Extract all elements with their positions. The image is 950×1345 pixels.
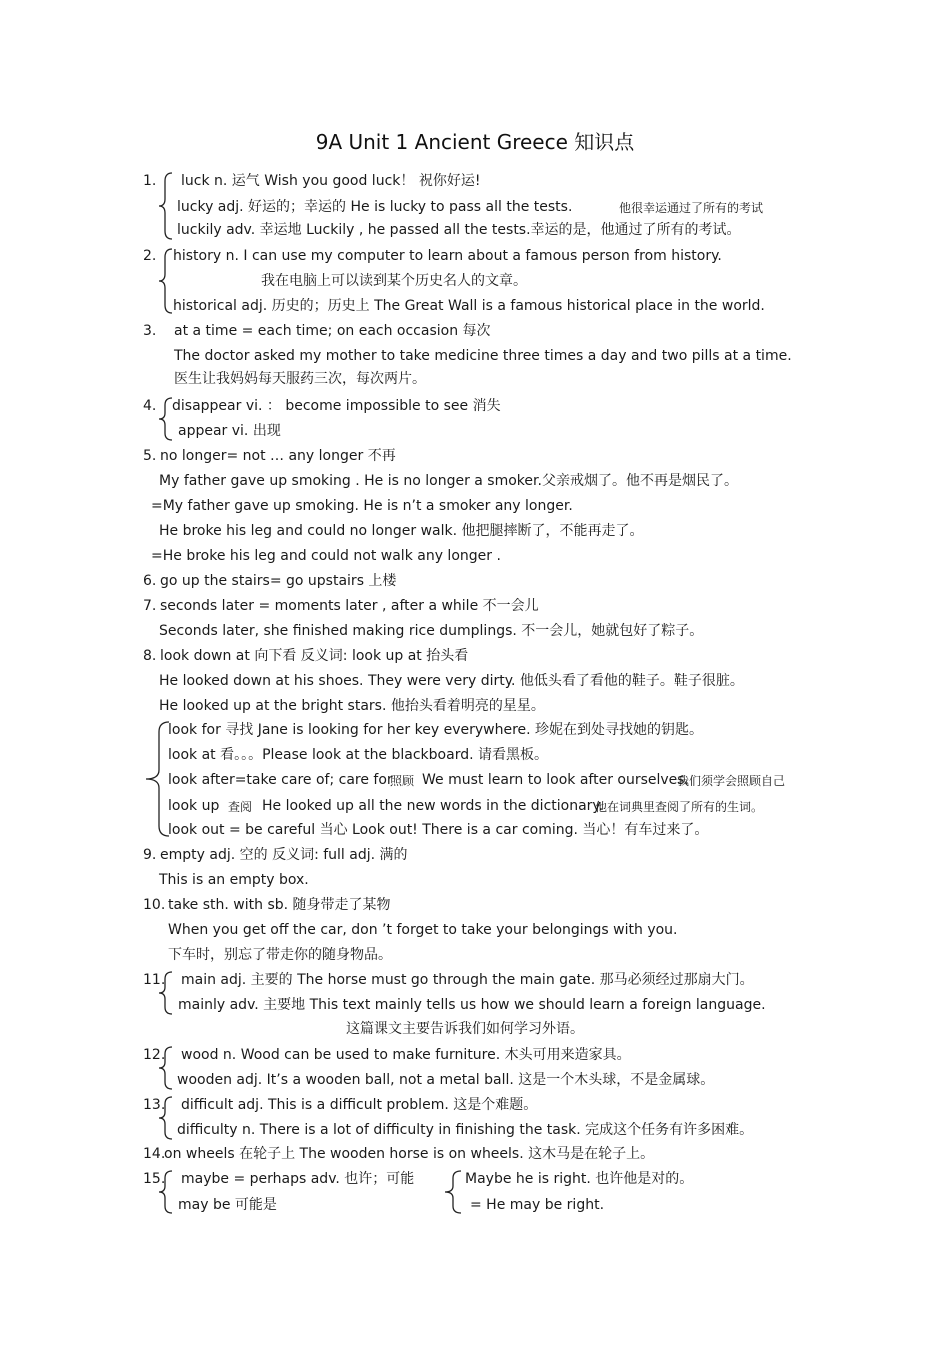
brace-icon [443, 1169, 463, 1215]
item-number: 14. [143, 1146, 166, 1162]
item-number: 1. [143, 173, 157, 189]
item15-line-example-alt: = He may be right. [470, 1197, 605, 1213]
item11-line-translation: 这篇课文主要告诉我们如何学习外语。 [346, 1021, 584, 1037]
item12-line-wood: wood n. Wood can be used to make furniture. 木头可用来造家具。 [181, 1047, 631, 1063]
brace-icon [158, 247, 174, 315]
item11-line-main: main adj. 主要的 The horse must go through the main gate. 那马必须经过那扇大门。 [181, 972, 754, 988]
item-number: 7. [143, 598, 157, 614]
item-number: 2. [143, 248, 157, 264]
item2-line-history: history n. I can use my computer to learn about a famous person from history. [173, 248, 722, 264]
item9-line-def: empty adj. 空的 反义词: full adj. 满的 [160, 847, 408, 863]
item8-line-look-for: look for 寻找 Jane is looking for her key everywhere. 珍妮在到处寻找她的钥匙。 [168, 722, 704, 738]
item6-line: go up the stairs= go upstairs 上楼 [160, 573, 397, 589]
brace-icon [158, 1169, 174, 1215]
item1-line-lucky-cn: 他很幸运通过了所有的考试 [619, 201, 764, 215]
item8-line-ex2: He looked up at the bright stars. 他抬头看着明亮的星星。 [159, 698, 545, 714]
item5-line-ex1: My father gave up smoking . He is no longer a smoker.父亲戒烟了。他不再是烟民了。 [159, 473, 738, 489]
item4-line-appear: appear vi. 出现 [178, 423, 281, 439]
item15-line-maybe: maybe = perhaps adv. 也许；可能 [181, 1171, 415, 1187]
item-number: 3. [143, 323, 157, 339]
item4-line-disappear: disappear vi. ： become impossible to see 消失 [172, 398, 501, 414]
item2-line-translation: 我在电脑上可以读到某个历史名人的文章。 [261, 273, 527, 289]
item-number: 10. [143, 897, 166, 913]
item-number: 4. [143, 398, 157, 414]
item-number: 5. [143, 448, 157, 464]
item13-line-difficulty: difficulty n. There is a lot of difficulty in finishing the task. 完成这个任务有许多困难。 [177, 1122, 754, 1138]
item8-line-look-out: look out = be careful 当心 Look out! There is a car coming. 当心！有车过来了。 [168, 822, 709, 838]
item5-line-ex2: He broke his leg and could no longer walk. 他把腿摔断了，不能再走了。 [159, 523, 644, 539]
item8-line-ex1: He looked down at his shoes. They were very dirty. 他低头看了看他的鞋子。鞋子很脏。 [159, 673, 744, 689]
page-title: 9A Unit 1 Ancient Greece 知识点 [315, 130, 635, 154]
item14-line: on wheels 在轮子上 The wooden horse is on wheels. 这木马是在轮子上。 [164, 1146, 655, 1162]
item8-line-look-after: look after=take care of; care for [168, 772, 393, 788]
item3-line-example: The doctor asked my mother to take medicine three times a day and two pills at a time. [174, 348, 792, 364]
item10-line-example: When you get off the car, don ’t forget to take your belongings with you. [168, 922, 678, 938]
item2-line-historical: historical adj. 历史的；历史上 The Great Wall is a famous historical place in the world. [173, 298, 765, 314]
brace-icon [143, 720, 171, 838]
item8-line-look-after-cn: 照顾 [390, 774, 415, 788]
item11-line-mainly: mainly adv. 主要地 This text mainly tells us how we should learn a foreign language. [178, 997, 766, 1013]
brace-icon [158, 1045, 174, 1091]
item13-line-difficult: difficult adj. This is a difficult problem. 这是个难题。 [181, 1097, 538, 1113]
item5-line-ex2-alt: =He broke his leg and could not walk any longer . [151, 548, 501, 564]
item8-line-look-at: look at 看。。。Please look at the blackboard. 请看黑板。 [168, 747, 548, 763]
item3-line-translation: 医生让我妈妈每天服药三次，每次两片。 [174, 371, 426, 387]
item15-line-example: Maybe he is right. 也许他是对的。 [465, 1171, 694, 1187]
item1-line-lucky: lucky adj. 好运的；幸运的 He is lucky to pass all the tests. [177, 199, 573, 215]
item1-line-luck: luck n. 运气 Wish you good luck！ 祝你好运! [181, 173, 481, 189]
item-number: 11. [143, 972, 166, 988]
item1-line-luckily: luckily adv. 幸运地 Luckily , he passed all the tests.幸运的是，他通过了所有的考试。 [177, 222, 741, 238]
item10-line-def: take sth. with sb. 随身带走了某物 [168, 897, 391, 913]
item8-line-look-up-ex: He looked up all the new words in the dictionary. [262, 798, 604, 814]
item8-line-look-after-ex: We must learn to look after ourselves. [422, 772, 690, 788]
item9-line-example: This is an empty box. [159, 872, 309, 888]
brace-icon [158, 1095, 174, 1141]
item-number: 9. [143, 847, 157, 863]
brace-icon [158, 970, 174, 1016]
item8-line-look-up-ex-cn: 他在词典里查阅了所有的生词。 [595, 800, 764, 814]
item-number: 6. [143, 573, 157, 589]
item-number: 8. [143, 648, 157, 664]
item-number: 12. [143, 1047, 166, 1063]
item8-line-look-after-ex-cn: 我们须学会照顾自己 [677, 774, 786, 788]
item8-line-look-up: look up [168, 798, 220, 814]
item5-line-ex1-alt: =My father gave up smoking. He is n’t a smoker any longer. [151, 498, 573, 514]
item-number: 13. [143, 1097, 166, 1113]
brace-icon [158, 171, 174, 241]
item8-line-def: look down at 向下看 反义词: look up at 抬头看 [160, 648, 469, 664]
item15-line-may-be: may be 可能是 [178, 1197, 277, 1213]
item10-line-translation: 下车时，别忘了带走你的随身物品。 [168, 947, 392, 963]
item5-line-def: no longer= not … any longer 不再 [160, 448, 396, 464]
item-number: 15. [143, 1171, 166, 1187]
item12-line-wooden: wooden adj. It’s a wooden ball, not a metal ball. 这是一个木头球，不是金属球。 [177, 1072, 715, 1088]
item3-line-def: at a time = each time; on each occasion 每次 [174, 323, 491, 339]
item8-line-look-up-cn: 查阅 [228, 800, 253, 814]
item7-line-example: Seconds later, she finished making rice dumplings. 不一会儿，她就包好了粽子。 [159, 623, 704, 639]
item7-line-def: seconds later = moments later , after a while 不一会儿 [160, 598, 539, 614]
